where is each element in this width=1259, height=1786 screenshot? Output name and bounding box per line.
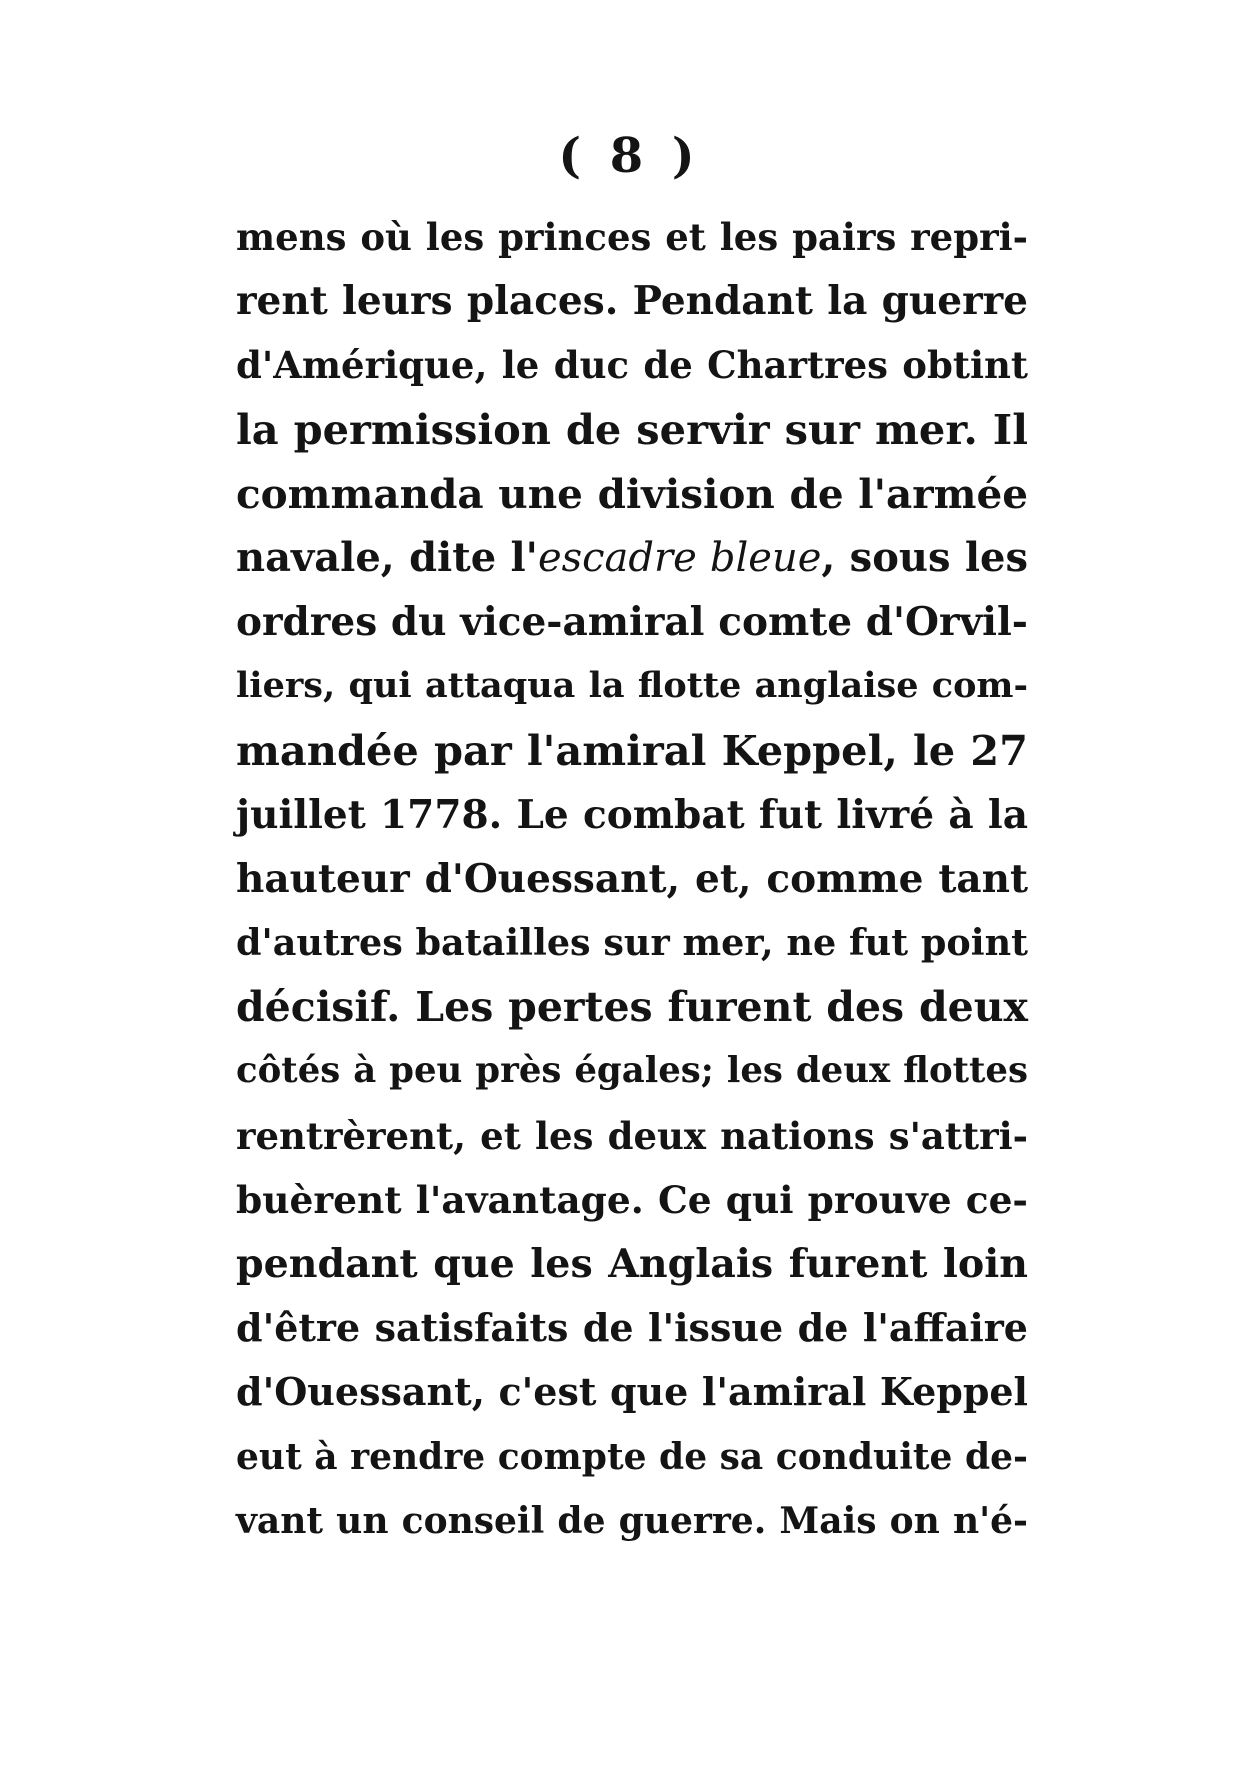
text-line: la permission de servir sur mer. Il: [236, 404, 1028, 454]
text-line: hauteur d'Ouessant, et, comme tant: [236, 855, 1028, 902]
text-line: ordres du vice-amiral comte d'Orvil-: [236, 599, 1028, 646]
text-line: eut à rendre compte de sa conduite de-: [236, 1435, 1028, 1478]
text-line: buèrent l'avantage. Ce qui prouve ce-: [236, 1177, 1028, 1222]
text-line: décisif. Les pertes furent des deux: [236, 983, 1028, 1032]
text-line: liers, qui attaqua la flotte anglaise com-: [236, 665, 1028, 707]
text-segment: navale, dite l': [236, 533, 538, 581]
text-line: d'Ouessant, c'est que l'amiral Keppel: [236, 1369, 1028, 1415]
text-line: commanda une division de l'armée: [236, 469, 1028, 518]
text-line: rent leurs places. Pendant la guerre: [236, 278, 1028, 325]
text-line: mens où les princes et les pairs repri-: [236, 215, 1028, 259]
text-line: d'autres batailles sur mer, ne fut point: [236, 921, 1028, 965]
text-line: d'être satisfaits de l'issue de l'affaire: [236, 1305, 1028, 1351]
text-line: rentrèrent, et les deux nations s'attri-: [236, 1113, 1028, 1158]
text-line: mandée par l'amiral Keppel, le 27: [236, 725, 1028, 775]
text-line: d'Amérique, le duc de Chartres obtint: [236, 343, 1028, 388]
text-line: pendant que les Anglais furent loin: [236, 1241, 1028, 1287]
italic-title-escadre-bleue: escadre bleue: [537, 534, 822, 581]
text-segment: , sous les: [821, 533, 1028, 581]
page-number: ( 8 ): [558, 128, 701, 184]
text-line: [236, 526, 1028, 590]
text-line: juillet 1778. Le combat fut livré à la: [236, 791, 1028, 838]
text-line: côtés à peu près égales; les deux flottes: [236, 1050, 1028, 1092]
text-line: vant un conseil de guerre. Mais on n'é-: [236, 1499, 1028, 1542]
body-text: [236, 205, 1028, 1553]
